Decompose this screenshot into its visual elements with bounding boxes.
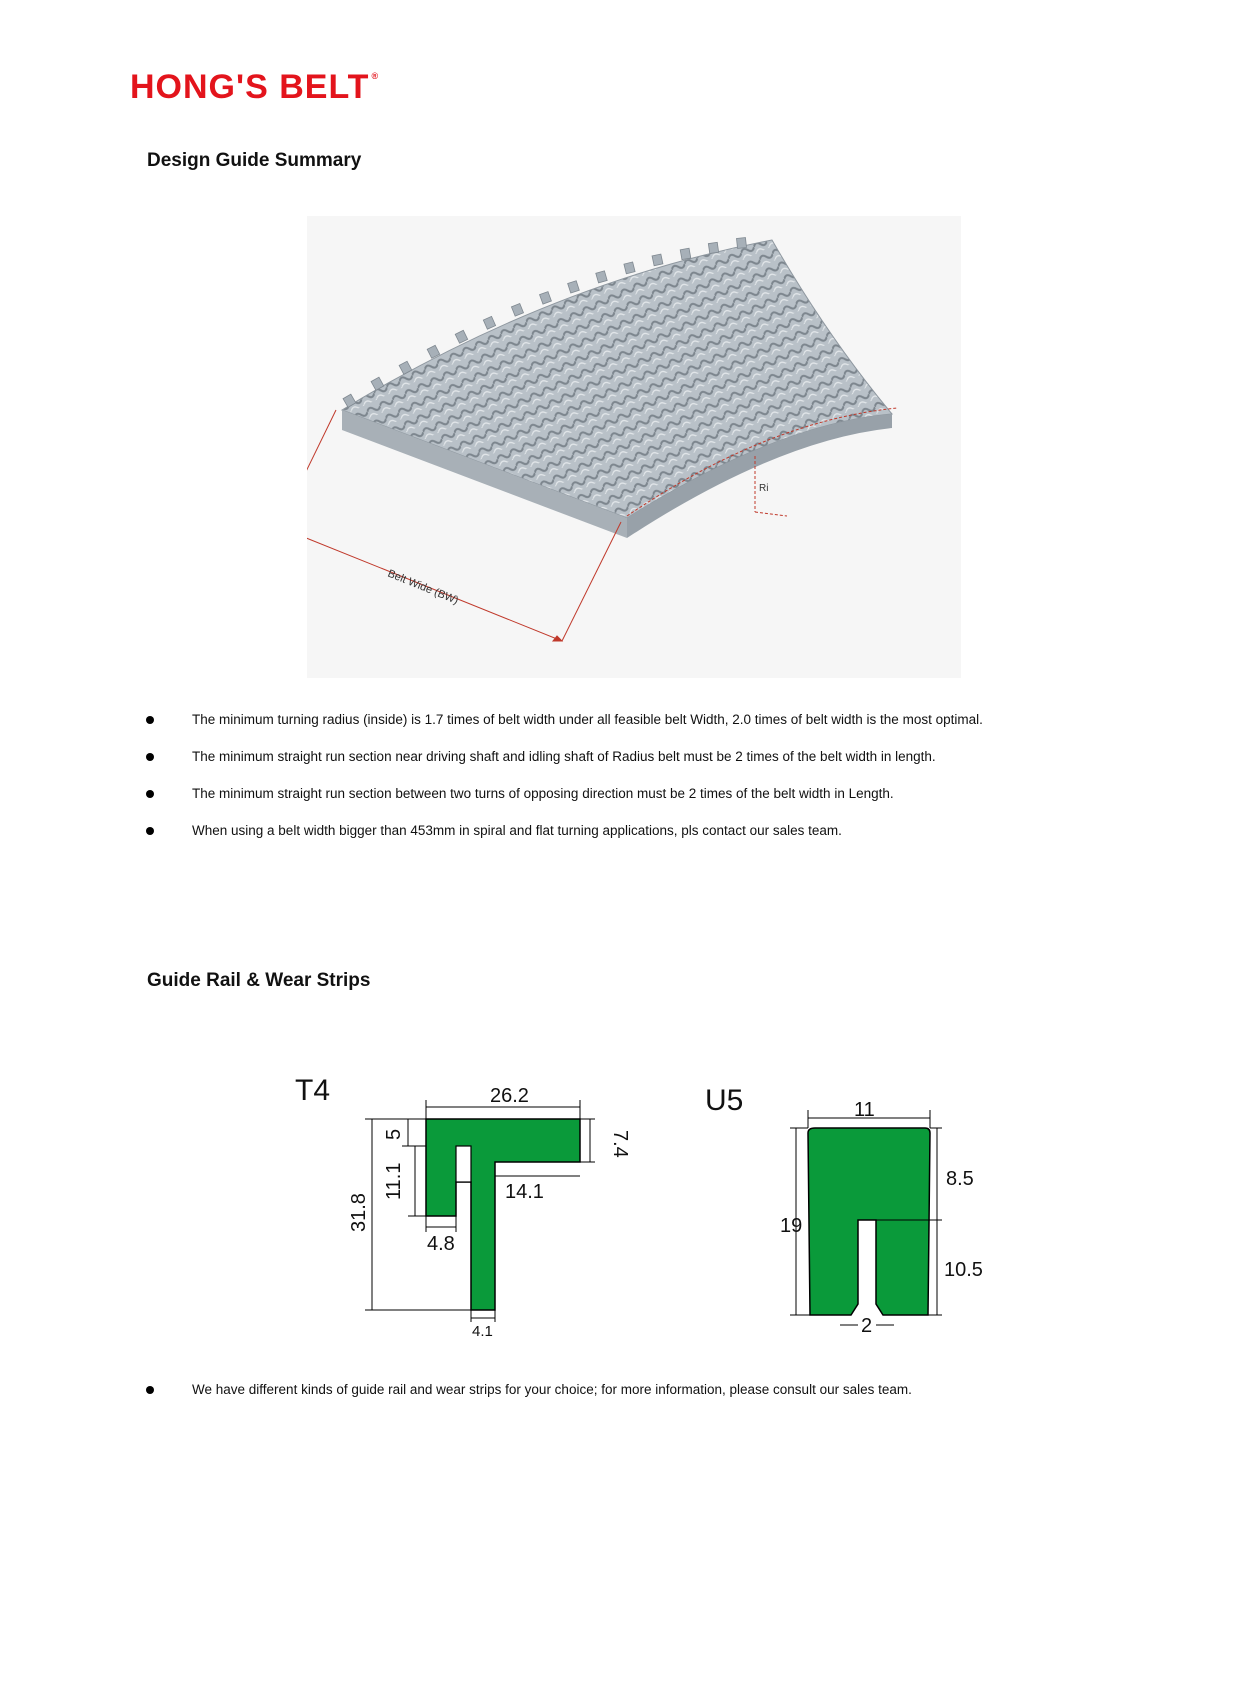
u5-dim-top-width: 11 [854, 1099, 875, 1121]
brand-name: HONG'S BELT [130, 68, 370, 106]
bullet-dot [146, 753, 154, 761]
u5-dim-slot-width: 2 [861, 1315, 873, 1337]
inside-radius-label: Ri [759, 483, 769, 494]
list-item: We have different kinds of guide rail and wear strips for your choice; for more information, please consult our sales team. [146, 1382, 1166, 1397]
brand-logo [130, 68, 380, 106]
list-item: The minimum straight run section between two turns of opposing direction must be 2 times of the belt width in Length. [146, 786, 1166, 823]
t4-shape [426, 1119, 580, 1310]
t4-dim-left-foot: 4.8 [427, 1233, 455, 1255]
t4-dim-right-height: 7.4 [609, 1130, 630, 1158]
u5-profile-drawing [700, 1080, 1000, 1340]
design-guide-heading: Design Guide Summary [147, 150, 362, 171]
list-item: The minimum turning radius (inside) is 1.7 times of belt width under all feasible belt Width, 2.0 times of belt width is the most optimal. [146, 712, 1166, 749]
u5-title: U5 [705, 1084, 744, 1117]
guide-rail-heading: Guide Rail & Wear Strips [147, 970, 371, 991]
belt-width-label: Belt Wide (BW) [385, 567, 461, 607]
list-item: The minimum straight run section near driving shaft and idling shaft of Radius belt must be 2 times of the belt width in length. [146, 749, 1166, 786]
t4-dim-inner-height: 11.1 [383, 1162, 405, 1200]
design-guide-bullets [146, 712, 1166, 860]
t4-title: T4 [295, 1074, 331, 1107]
u5-dim-upper-height: 8.5 [946, 1168, 974, 1190]
bullet-dot [146, 790, 154, 798]
u5-dim-total-height: 19 [780, 1215, 803, 1237]
t4-dim-right-flange: 14.1 [505, 1181, 544, 1203]
t4-dim-stem-width: 4.1 [472, 1323, 493, 1340]
belt-body [342, 240, 892, 518]
bullet-dot [146, 716, 154, 724]
u5-dim-slot-height: 10.5 [944, 1259, 983, 1281]
u5-shape [808, 1128, 930, 1315]
radius-belt-figure [307, 216, 961, 678]
list-item: When using a belt width bigger than 453mm in spiral and flat turning applications, pls contact our sales team. [146, 823, 1166, 860]
t4-slot [456, 1146, 471, 1182]
t4-dim-top-width: 26.2 [490, 1085, 529, 1107]
t4-dim-top-thickness: 5 [383, 1128, 405, 1140]
t4-profile-drawing [290, 1070, 630, 1340]
guide-rail-bullets [146, 1382, 1166, 1397]
bullet-dot [146, 1386, 154, 1394]
bullet-dot [146, 827, 154, 835]
t4-dim-total-height: 31.8 [348, 1193, 370, 1232]
registered-mark: ® [371, 71, 380, 81]
